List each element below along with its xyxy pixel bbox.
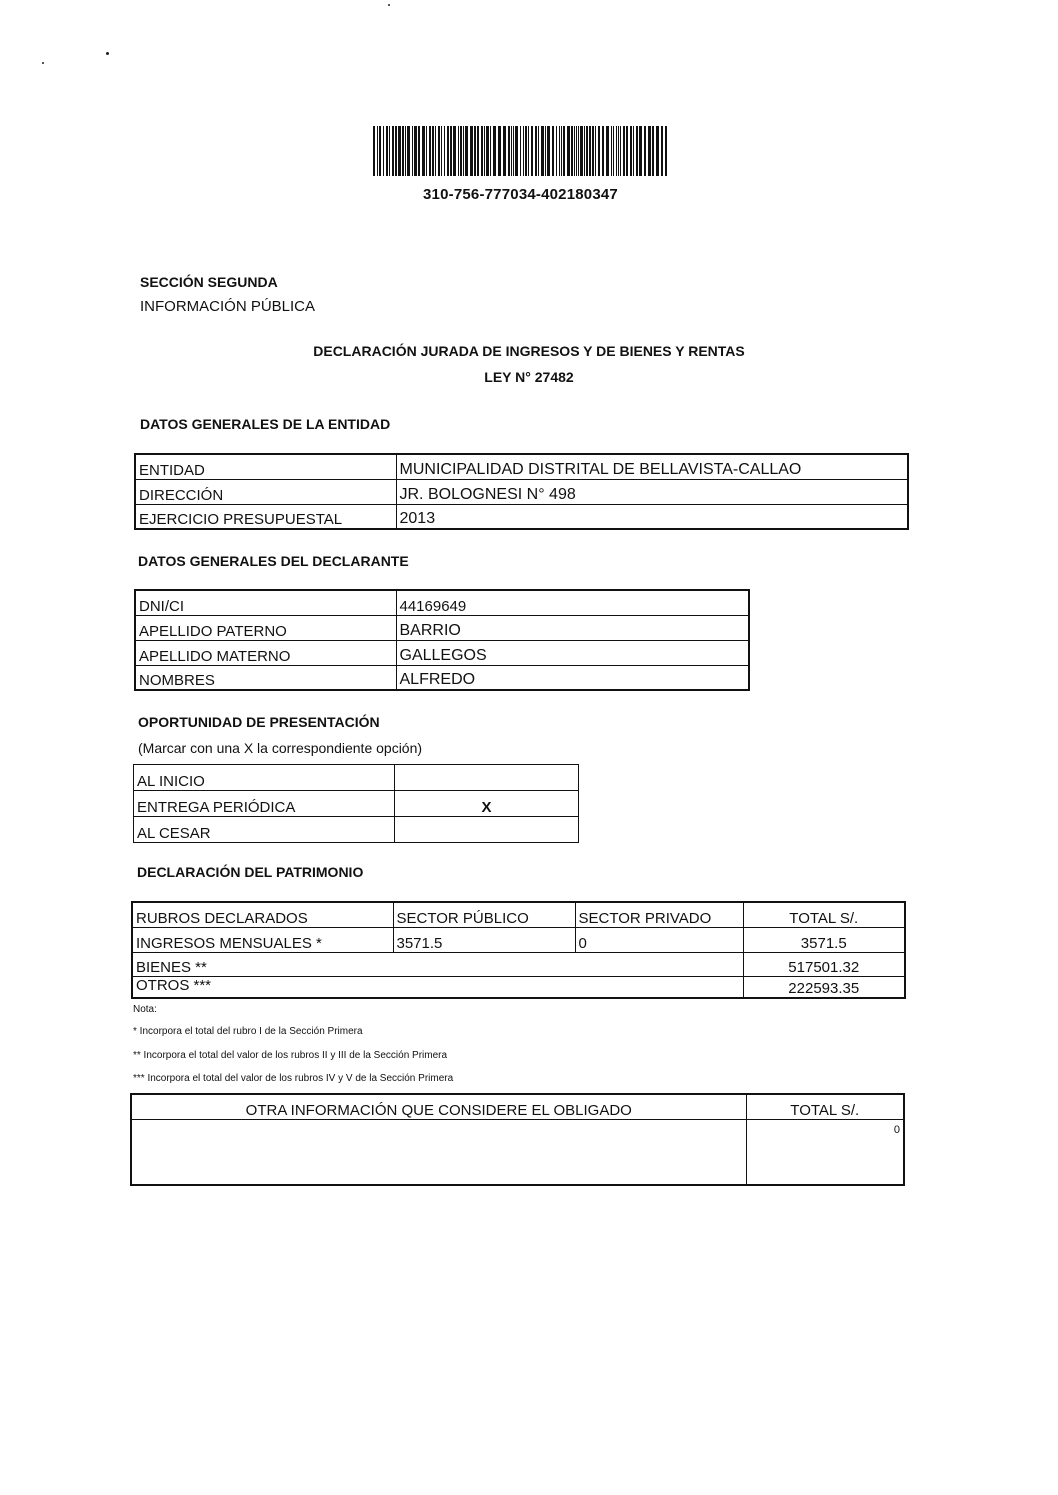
- barcode-bar: [477, 126, 479, 176]
- barcode-bar: [426, 126, 427, 176]
- note-line: *** Incorpora el total del valor de los rubros IV y V de la Sección Primera: [133, 1073, 454, 1084]
- table-row: [135, 665, 749, 690]
- barcode-bar: [580, 126, 583, 176]
- barcode-number: 310-756-777034-402180347: [423, 186, 618, 203]
- barcode-bar: [435, 126, 436, 176]
- barcode: [373, 126, 668, 176]
- scan-speck: [388, 4, 390, 6]
- barcode-bar: [438, 126, 440, 176]
- barcode-bar: [595, 126, 596, 176]
- declarant-label: NOMBRES: [135, 665, 396, 690]
- declarant-heading: DATOS GENERALES DEL DECLARANTE: [138, 553, 409, 569]
- barcode-bar: [373, 126, 375, 176]
- barcode-bar: [441, 126, 442, 176]
- opportunity-label: ENTREGA PERIÓDICA: [134, 791, 395, 817]
- barcode-bar: [447, 126, 449, 176]
- scan-speck: [42, 62, 44, 64]
- note-line: ** Incorpora el total del valor de los rubros II y III de la Sección Primera: [133, 1050, 448, 1061]
- opportunity-mark[interactable]: [395, 765, 579, 791]
- barcode-bar: [383, 126, 384, 176]
- patrimony-heading: DECLARACIÓN DEL PATRIMONIO: [137, 864, 364, 880]
- barcode-bar: [661, 126, 663, 176]
- barcode-bar: [432, 126, 434, 176]
- barcode-bar: [422, 126, 425, 176]
- declarant-label: APELLIDO PATERNO: [135, 615, 396, 640]
- barcode-bar: [547, 126, 550, 176]
- declarant-value: GALLEGOS: [396, 640, 749, 665]
- barcode-bar: [474, 126, 476, 176]
- barcode-bar: [556, 126, 557, 176]
- barcode-bar: [602, 126, 604, 176]
- opportunity-instruction: (Marcar con una X la correspondiente opción): [138, 740, 423, 756]
- patrimony-header: RUBROS DECLARADOS: [132, 902, 393, 927]
- barcode-bar: [592, 126, 594, 176]
- barcode-bar: [377, 126, 378, 176]
- barcode-bar: [414, 126, 417, 176]
- others-label: OTROS ***: [132, 976, 743, 998]
- barcode-bar: [484, 126, 485, 176]
- declarant-value: 44169649: [396, 590, 749, 615]
- opportunity-mark[interactable]: X: [395, 791, 579, 817]
- barcode-bar: [541, 126, 544, 176]
- opportunity-heading: OPORTUNIDAD DE PRESENTACIÓN: [138, 714, 380, 730]
- table-row: [132, 976, 905, 998]
- barcode-bar: [503, 126, 506, 176]
- barcode-bar: [398, 126, 401, 176]
- other-info-table: [130, 1093, 905, 1186]
- barcode-bar: [563, 126, 565, 176]
- table-row: [135, 504, 908, 529]
- barcode-bar: [535, 126, 537, 176]
- barcode-bar: [481, 126, 483, 176]
- document-title-text: DECLARACIÓN JURADA DE INGRESOS Y DE BIENES Y RENTAS: [313, 343, 745, 359]
- barcode-bar: [586, 126, 588, 176]
- declarant-value: BARRIO: [396, 615, 749, 640]
- table-row: [134, 817, 579, 843]
- barcode-bar: [561, 126, 562, 176]
- barcode-bar: [490, 126, 491, 176]
- barcode-bar: [386, 126, 388, 176]
- barcode-bar: [528, 126, 529, 176]
- barcode-bar: [616, 126, 617, 176]
- section-subtitle: INFORMACIÓN PÚBLICA: [140, 298, 316, 315]
- barcode-bar: [392, 126, 394, 176]
- opportunity-table: [133, 764, 579, 843]
- patrimony-header: TOTAL S/.: [743, 902, 905, 927]
- table-row: [135, 479, 908, 504]
- barcode-bar: [412, 126, 413, 176]
- barcode-bar: [389, 126, 390, 176]
- barcode-bar: [611, 126, 612, 176]
- opportunity-label: AL INICIO: [134, 765, 395, 791]
- barcode-bar: [652, 126, 654, 176]
- other-info-header: OTRA INFORMACIÓN QUE CONSIDERE EL OBLIGADO: [131, 1094, 746, 1119]
- barcode-bar: [418, 126, 420, 176]
- table-row: [135, 590, 749, 615]
- income-total: 3571.5: [743, 927, 905, 952]
- opportunity-mark[interactable]: [395, 817, 579, 843]
- barcode-bar: [623, 126, 625, 176]
- barcode-bar: [460, 126, 462, 176]
- barcode-bar: [559, 126, 560, 176]
- barcode-bar: [450, 126, 452, 176]
- barcode-bar: [515, 126, 518, 176]
- declarant-label: DNI/CI: [135, 590, 396, 615]
- barcode-bar: [531, 126, 533, 176]
- barcode-bar: [513, 126, 514, 176]
- barcode-bar: [626, 126, 628, 176]
- barcode-bar: [639, 126, 642, 176]
- assets-label: BIENES **: [132, 952, 743, 976]
- declarant-value: ALFREDO: [396, 665, 749, 690]
- entity-heading: DATOS GENERALES DE LA ENTIDAD: [140, 416, 391, 432]
- barcode-bar: [571, 126, 573, 176]
- income-private: 0: [575, 927, 743, 952]
- barcode-bar: [511, 126, 512, 176]
- table-row: [132, 952, 905, 976]
- barcode-bar: [395, 126, 397, 176]
- assets-total: 517501.32: [743, 952, 905, 976]
- barcode-bar: [508, 126, 510, 176]
- other-info-total-header: TOTAL S/.: [746, 1094, 904, 1119]
- barcode-bar: [665, 126, 667, 176]
- barcode-bar: [405, 126, 406, 176]
- barcode-bar: [644, 126, 646, 176]
- table-row: [135, 640, 749, 665]
- entity-label: ENTIDAD: [135, 454, 396, 479]
- barcode-bar: [486, 126, 489, 176]
- law-number: LEY N° 27482: [484, 369, 574, 385]
- declarant-table: [134, 589, 750, 691]
- barcode-bar: [453, 126, 456, 176]
- entity-label: DIRECCIÓN: [135, 479, 396, 504]
- barcode-bar: [620, 126, 621, 176]
- barcode-bar: [606, 126, 609, 176]
- barcode-bar: [444, 126, 445, 176]
- barcode-bar: [520, 126, 521, 176]
- barcode-bar: [589, 126, 591, 176]
- barcode-bar: [429, 126, 431, 176]
- table-row: [132, 902, 905, 927]
- barcode-bar: [498, 126, 501, 176]
- opportunity-label: AL CESAR: [134, 817, 395, 843]
- other-info-total: 0: [746, 1119, 904, 1185]
- others-total: 222593.35: [743, 976, 905, 998]
- patrimony-header: SECTOR PRIVADO: [575, 902, 743, 927]
- table-row: [135, 454, 908, 479]
- section-title: SECCIÓN SEGUNDA: [140, 274, 278, 290]
- barcode-bar: [598, 126, 600, 176]
- barcode-bar: [618, 126, 619, 176]
- table-row: [132, 927, 905, 952]
- declarant-label: APELLIDO MATERNO: [135, 640, 396, 665]
- table-row: [135, 615, 749, 640]
- barcode-bar: [656, 126, 659, 176]
- barcode-bar: [458, 126, 459, 176]
- entity-label: EJERCICIO PRESUPUESTAL: [135, 504, 396, 529]
- barcode-bar: [523, 126, 524, 176]
- income-public: 3571.5: [393, 927, 575, 952]
- barcode-bar: [493, 126, 496, 176]
- other-info-body: [131, 1119, 746, 1185]
- barcode-bar: [525, 126, 527, 176]
- barcode-bar: [584, 126, 585, 176]
- barcode-bar: [630, 126, 632, 176]
- barcode-bar: [465, 126, 468, 176]
- income-label: INGRESOS MENSUALES *: [132, 927, 393, 952]
- barcode-bar: [648, 126, 651, 176]
- table-row: [131, 1119, 904, 1185]
- barcode-bar: [633, 126, 634, 176]
- barcode-bar: [613, 126, 614, 176]
- barcode-bar: [567, 126, 570, 176]
- barcode-bar: [545, 126, 546, 176]
- barcode-bar: [574, 126, 575, 176]
- patrimony-table: [131, 901, 906, 999]
- barcode-bar: [407, 126, 410, 176]
- barcode-bar: [402, 126, 404, 176]
- table-row: [134, 791, 579, 817]
- barcode-bar: [636, 126, 638, 176]
- table-row: [131, 1094, 904, 1119]
- barcode-bar: [538, 126, 539, 176]
- barcode-bar: [463, 126, 464, 176]
- entity-value: JR. BOLOGNESI N° 498: [396, 479, 908, 504]
- entity-value: MUNICIPALIDAD DISTRITAL DE BELLAVISTA-CALLAO: [396, 454, 908, 479]
- barcode-bar: [379, 126, 381, 176]
- table-row: [134, 765, 579, 791]
- entity-value: 2013: [396, 504, 908, 529]
- entity-table: [134, 453, 909, 530]
- scan-speck: [106, 52, 109, 55]
- patrimony-header: SECTOR PÚBLICO: [393, 902, 575, 927]
- barcode-bar: [552, 126, 554, 176]
- note-label: Nota:: [133, 1004, 157, 1015]
- barcode-bar: [470, 126, 473, 176]
- barcode-bar: [578, 126, 579, 176]
- barcode-bar: [576, 126, 577, 176]
- note-line: * Incorpora el total del rubro I de la Sección Primera: [133, 1026, 363, 1037]
- document-title: [0, 343, 1058, 359]
